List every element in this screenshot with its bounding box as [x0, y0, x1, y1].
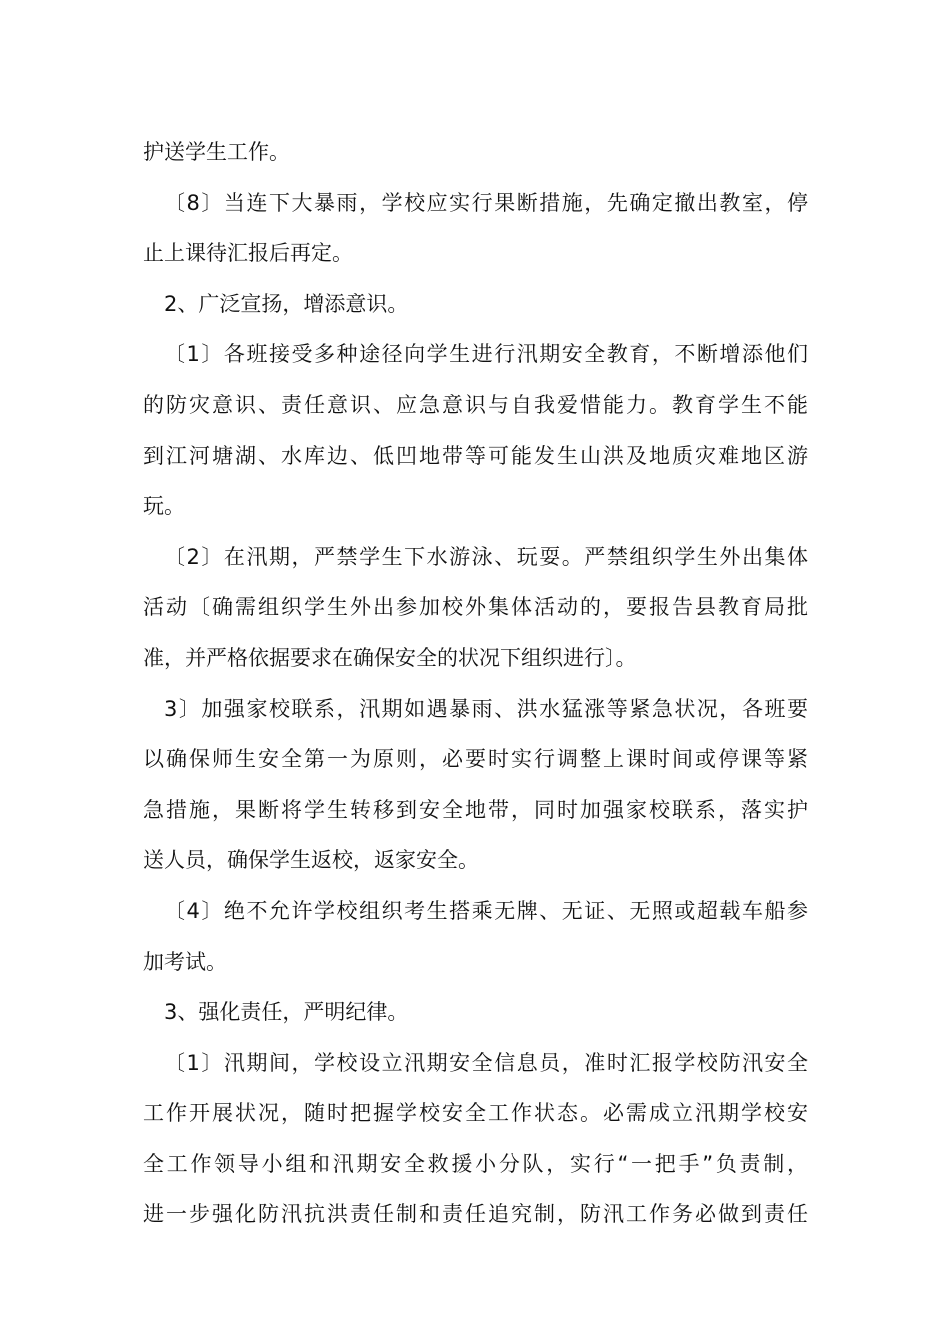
text-line: 〔2〕在汛期，严禁学生下水游泳、玩耍。严禁组织学生外出集体 [164, 544, 808, 569]
text-line: 〔8〕当连下大暴雨，学校应实行果断措施，先确定撤出教室，停 [164, 190, 808, 215]
section-heading: 3、强化责任，严明纪律。 [164, 1000, 409, 1025]
text-line: 3〕加强家校联系，汛期如遇暴雨、洪水猛涨等紧急状况，各班要 [164, 696, 808, 721]
text-line: 加考试。 [143, 949, 227, 974]
text-line: 进一步强化防汛抗洪责任制和责任追究制，防汛工作务必做到责任 [143, 1202, 808, 1227]
text-line: 〔1〕各班接受多种途径向学生进行汛期安全教育，不断增添他们 [164, 342, 808, 367]
section-heading: 2、广泛宣扬，增添意识。 [164, 291, 409, 316]
document-page [143, 127, 808, 1240]
text-line: 护送学生工作。 [143, 140, 290, 164]
text-line: 的防灾意识、责任意识、应急意识与自我爱惜能力。教育学生不能 [143, 392, 808, 417]
text-line: 〔4〕绝不允许学校组织考生搭乘无牌、无证、无照或超载车船参 [164, 898, 808, 923]
text-line: 活动〔确需组织学生外出参加校外集体活动的，要报告县教育局批 [143, 595, 808, 620]
text-line: 玩。 [143, 494, 185, 519]
text-line: 止上课待汇报后再定。 [143, 241, 353, 266]
text-line: 以确保师生安全第一为原则，必要时实行调整上课时间或停课等紧 [143, 747, 808, 772]
text-line: 工作开展状况，随时把握学校安全工作状态。必需成立汛期学校安 [143, 1101, 808, 1126]
text-line: 到江河塘湖、水库边、低凹地带等可能发生山洪及地质灾难地区游 [143, 443, 808, 468]
text-line: 〔1〕汛期间，学校设立汛期安全信息员，准时汇报学校防汛安全 [164, 1050, 808, 1075]
text-line: 急措施，果断将学生转移到安全地带，同时加强家校联系，落实护 [143, 797, 808, 822]
text-line: 送人员，确保学生返校，返家安全。 [143, 848, 479, 873]
text-line: 准，并严格依据要求在确保安全的状况下组织进行〕。 [143, 645, 637, 670]
text-line: 全工作领导小组和汛期安全救援小分队，实行“一把手”负责制， [143, 1151, 808, 1176]
